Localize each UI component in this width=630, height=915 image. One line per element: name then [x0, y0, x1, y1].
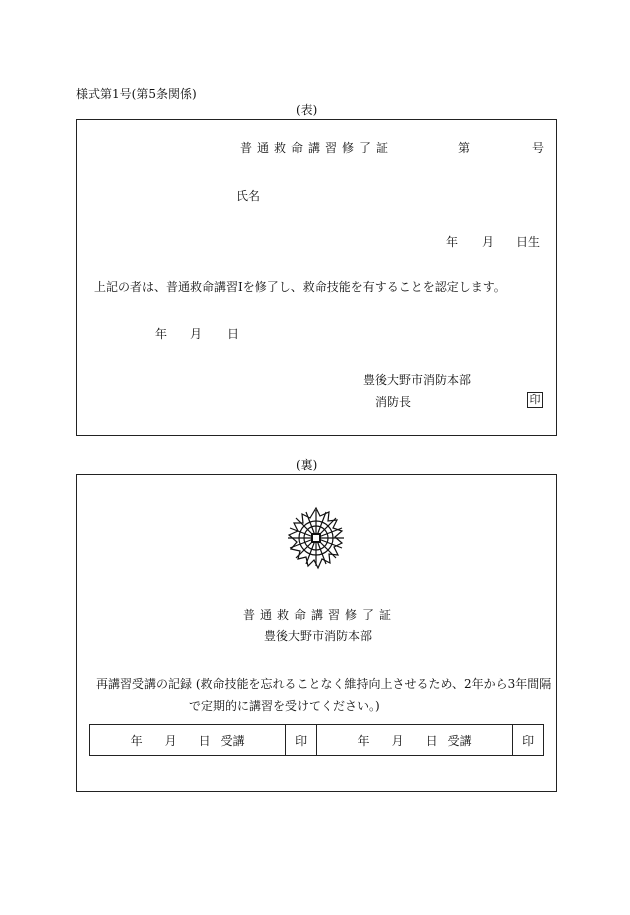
issue-day-label: 日 — [227, 327, 240, 341]
record-year: 年 — [357, 733, 370, 748]
issuer-chief: 消防長 — [375, 395, 412, 409]
refresher-record-note: で定期的に講習を受けてください。) — [189, 699, 380, 713]
record-date-cell — [90, 725, 286, 756]
record-attend: 受講 — [447, 733, 472, 748]
record-year: 年 — [130, 733, 143, 748]
issue-month-label: 月 — [190, 327, 203, 341]
back-side-label: (裏) — [296, 458, 318, 472]
name-label: 氏名 — [236, 189, 261, 203]
front-card — [76, 119, 557, 436]
form-header: 様式第1号(第5条関係) — [76, 87, 197, 101]
record-date-cell — [316, 725, 512, 756]
front-side-label: (表) — [296, 103, 318, 117]
record-attend: 受講 — [220, 733, 245, 748]
birth-year-label: 年 — [446, 235, 459, 249]
front-title: 普通救命講習修了証 — [240, 141, 394, 155]
record-day: 日 — [425, 733, 438, 748]
record-seal-cell: 印 — [286, 725, 317, 756]
table-row — [90, 725, 544, 756]
official-seal-mark: 印 — [527, 392, 543, 408]
back-organization: 豊後大野市消防本部 — [264, 629, 373, 643]
refresher-record-heading: 再講習受講の記録 (救命技能を忘れることなく維持向上させるため、2年から3年間隔 — [96, 677, 552, 691]
record-seal-cell: 印 — [513, 725, 544, 756]
fire-department-emblem — [284, 505, 348, 571]
certificate-number-prefix: 第 — [458, 141, 471, 155]
refresher-record-table — [89, 724, 544, 756]
birth-month-label: 月 — [482, 235, 495, 249]
issue-year-label: 年 — [155, 327, 168, 341]
certificate-number-suffix: 号 — [532, 141, 545, 155]
record-month: 月 — [164, 733, 177, 748]
record-month: 月 — [391, 733, 404, 748]
record-day: 日 — [198, 733, 211, 748]
certification-statement: 上記の者は、普通救命講習Ⅰを修了し、救命技能を有することを認定します。 — [94, 280, 506, 294]
issuer-organization: 豊後大野市消防本部 — [363, 373, 472, 387]
back-card — [76, 474, 557, 792]
birth-day-label: 日生 — [516, 235, 541, 249]
back-title: 普通救命講習修了証 — [243, 608, 397, 622]
